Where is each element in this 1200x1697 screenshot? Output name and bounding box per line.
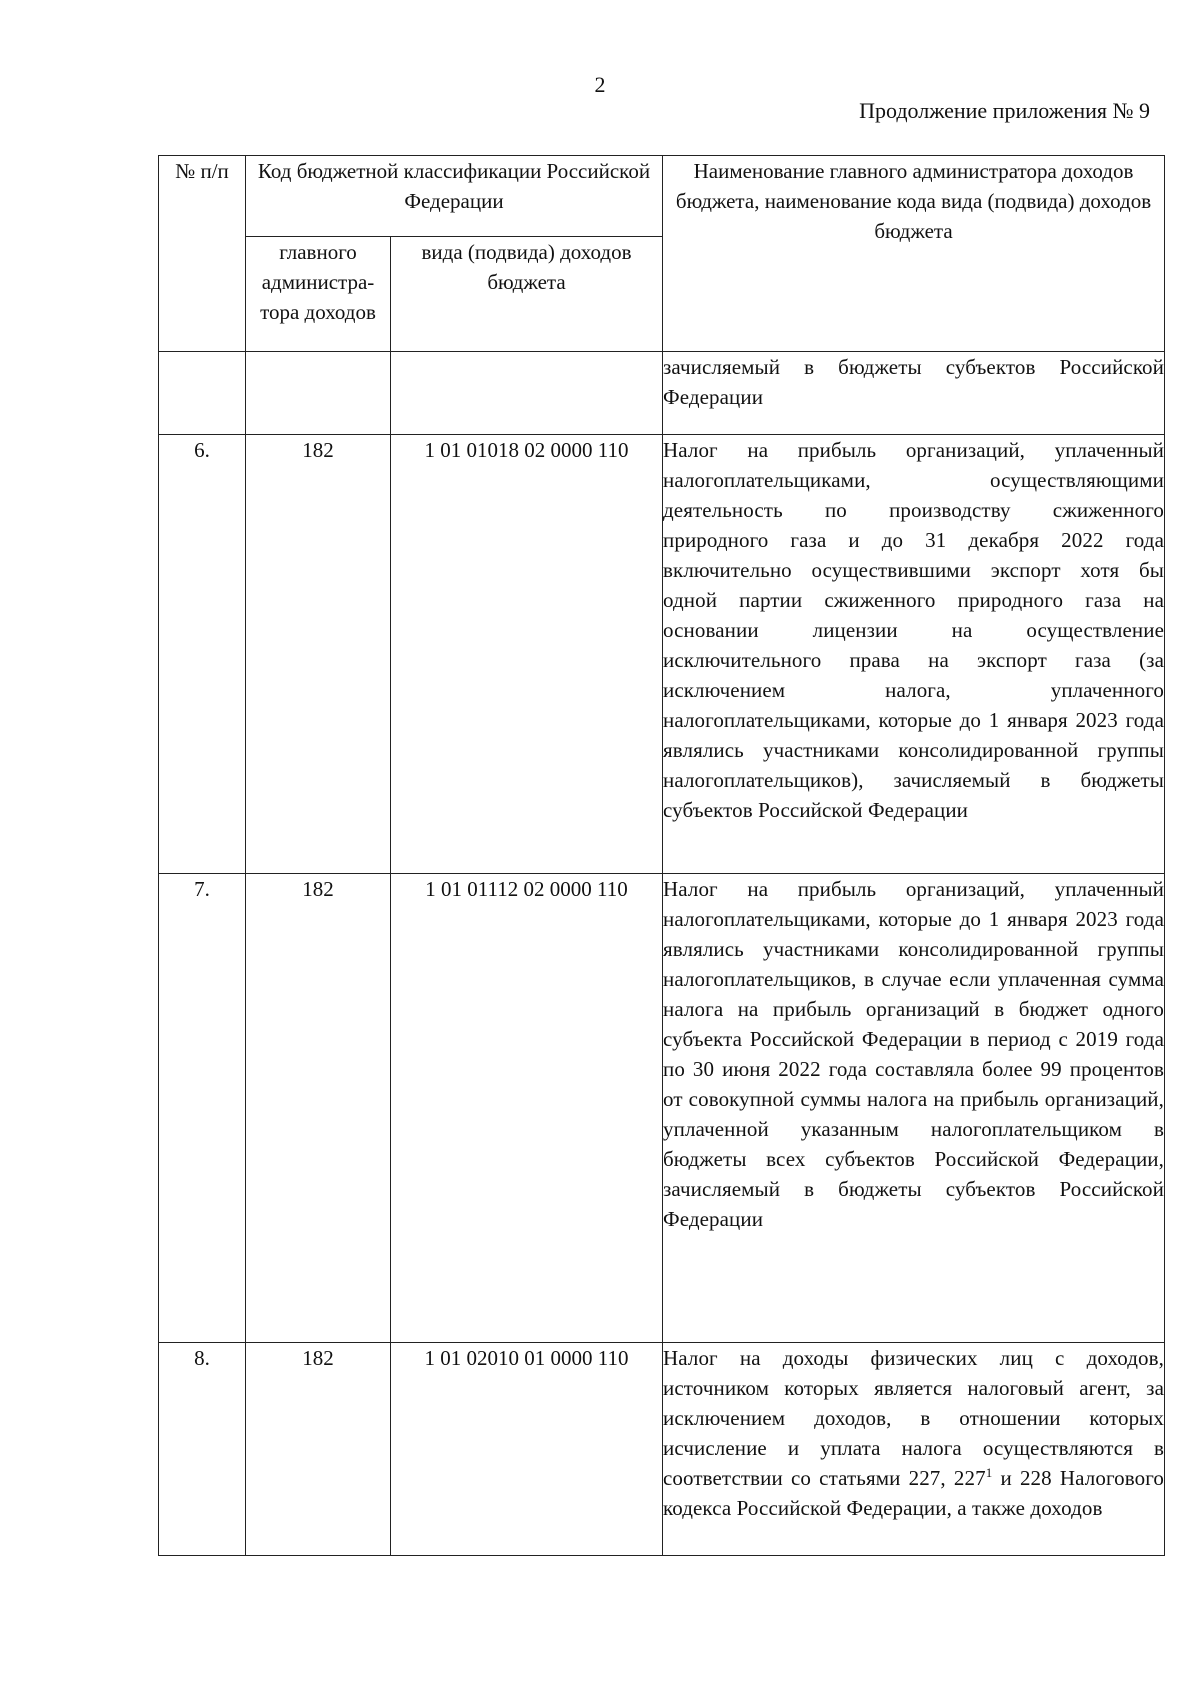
table-row <box>159 1343 1165 1556</box>
row-admin-code <box>246 352 391 435</box>
row-name-part-1: Налог на доходы физических лиц с доходов, источником которых является налоговый агент, за исключением доходов, в отношении которых исчисление и уплата налога осуществляются в соответствии со статьями 227, 227 <box>663 1346 1164 1490</box>
page-number: 2 <box>594 72 606 97</box>
header-name: Наименование главного администратора доходов бюджета, наименование кода вида (подвида) доходов бюджета <box>663 156 1165 352</box>
row-name-superscript: 1 <box>985 1465 993 1480</box>
header-admin: главного администра-тора доходов <box>246 237 391 352</box>
row-income-code <box>391 352 663 435</box>
row-num: 7. <box>159 874 246 1343</box>
row-income-code: 1 01 02010 01 0000 110 <box>391 1343 663 1556</box>
table-row <box>159 435 1165 874</box>
budget-classification-table <box>158 155 1165 1556</box>
header-code-group: Код бюджетной классификации Российской Федерации <box>246 156 663 237</box>
row-name: Налог на прибыль организаций, уплаченный налогоплательщиками, осуществляющими деятельность по производству сжиженного природного газа и до 31 декабря 2022 года включительно осуществившими экспорт хотя бы одной партии сжиженного природного газа на основании лицензии на осуществление исключительного права на экспорт газа (за исключением налога, уплаченного налогоплательщиками, которые до 1 января 2023 года являлись участниками консолидированной группы налогоплательщиков), зачисляемый в бюджеты субъектов Российской Федерации <box>663 435 1165 874</box>
row-name <box>663 1343 1165 1556</box>
continuation-label: Продолжение приложения № 9 <box>859 98 1150 123</box>
row-income-code: 1 01 01018 02 0000 110 <box>391 435 663 874</box>
row-name: зачисляемый в бюджеты субъектов Российской Федерации <box>663 352 1165 435</box>
row-num <box>159 352 246 435</box>
row-admin-code: 182 <box>246 874 391 1343</box>
row-num: 8. <box>159 1343 246 1556</box>
row-name-part-2: и 228 Налогового кодекса Российской Федерации, а также доходов <box>663 1466 1164 1520</box>
header-code: вида (подвида) доходов бюджета <box>391 237 663 352</box>
table-row <box>159 874 1165 1343</box>
row-num: 6. <box>159 435 246 874</box>
row-admin-code: 182 <box>246 435 391 874</box>
header-row-top <box>159 156 1165 237</box>
row-admin-code: 182 <box>246 1343 391 1556</box>
header-num: № п/п <box>159 156 246 352</box>
row-name: Налог на прибыль организаций, уплаченный налогоплательщиками, которые до 1 января 2023 года являлись участниками консолидированной группы налогоплательщиков, в случае если уплаченная сумма налога на прибыль организаций в бюджет одного субъекта Российской Федерации в период с 2019 года по 30 июня 2022 года составляла более 99 процентов от совокупной суммы налога на прибыль организаций, уплаченной указанным налогоплательщиком в бюджеты всех субъектов Российской Федерации, зачисляемый в бюджеты субъектов Российской Федерации <box>663 874 1165 1343</box>
row-income-code: 1 01 01112 02 0000 110 <box>391 874 663 1343</box>
table-row <box>159 352 1165 435</box>
